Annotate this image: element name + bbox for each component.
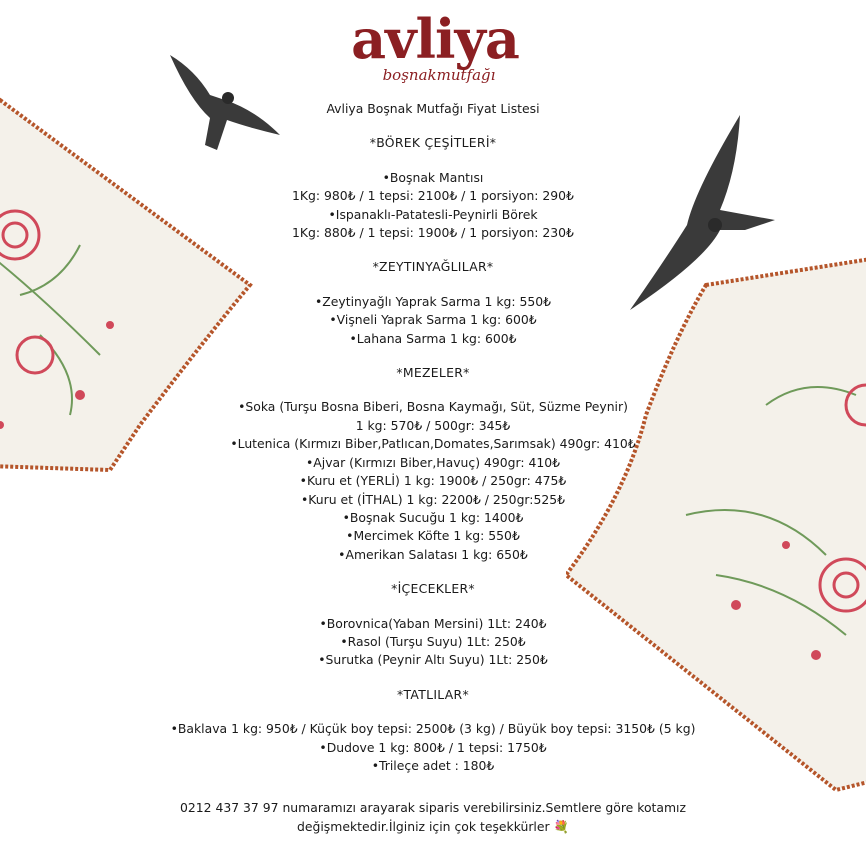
list-item: 1Kg: 880₺ / 1 tepsi: 1900₺ / 1 porsiyon: 230₺ [292,225,574,241]
section-title-mezeler: *MEZELER* [396,365,470,381]
section-title-tatlilar: *TATLILAR* [397,686,469,702]
section-title-zeytinyaglilar: *ZEYTINYAĞLILAR* [372,259,494,275]
list-item: •Lutenica (Kırmızı Biber,Patlıcan,Domates,Sarımsak) 490gr: 410₺ [230,436,636,452]
section-title-icecekler: *İÇECEKLER* [391,581,475,597]
footer-contact-text: 0212 437 37 97 numaramızı arayarak siparis verebilirsiniz.Semtlere göre kotamız [179,800,687,816]
list-item: •Vişneli Yaprak Sarma 1 kg: 600₺ [329,312,537,328]
price-list [100,100,766,836]
list-item: •Zeytinyağlı Yaprak Sarma 1 kg: 550₺ [314,293,552,309]
list-item: •Amerikan Salatası 1 kg: 650₺ [338,546,528,562]
list-item: 1Kg: 980₺ / 1 tepsi: 2100₺ / 1 porsiyon: 290₺ [292,188,574,204]
list-item: •Dudove 1 kg: 800₺ / 1 tepsi: 1750₺ [319,739,547,755]
list-item: •Kuru et (YERLİ) 1 kg: 1900₺ / 250gr: 475₺ [299,473,567,489]
list-item: •Surutka (Peynir Altı Suyu) 1Lt: 250₺ [318,652,548,668]
list-item: •Boşnak Mantısı [382,169,484,185]
logo-wordmark: avliya [351,7,519,71]
footer-thanks-text: değişmektedir.İlginiz için çok teşekkürler 💐 [297,818,569,834]
list-item: •Mercimek Köfte 1 kg: 550₺ [346,528,520,544]
list-item: 1 kg: 570₺ / 500gr: 345₺ [355,417,511,433]
section-title-borek: *BÖREK ÇEŞİTLERİ* [369,135,497,151]
list-item: •Soka (Turşu Bosna Biberi, Bosna Kaymağı, Süt, Süzme Peynir) [238,399,628,415]
list-item: •Ajvar (Kırmızı Biber,Havuç) 490gr: 410₺ [305,454,561,470]
list-item: •Lahana Sarma 1 kg: 600₺ [349,330,517,346]
list-item: •Ispanaklı-Patatesli-Peynirli Börek [328,206,538,222]
list-item: •Kuru et (İTHAL) 1 kg: 2200₺ / 250gr:525₺ [300,491,566,507]
list-item: •Baklava 1 kg: 950₺ / Küçük boy tepsi: 2500₺ (3 kg) / Büyük boy tepsi: 3150₺ (5 kg) [170,721,696,737]
logo-subtitle: boşnakmutfağı [382,66,496,84]
list-item: •Trileçe adet : 180₺ [371,757,495,773]
list-item: •Rasol (Turşu Suyu) 1Lt: 250₺ [340,633,526,649]
list-item: •Boşnak Sucuğu 1 kg: 1400₺ [342,509,524,525]
list-item: •Borovnica(Yaban Mersini) 1Lt: 240₺ [319,615,547,631]
brand-logo [340,8,530,96]
price-list-title: Avliya Boşnak Mutfağı Fiyat Listesi [326,101,540,116]
